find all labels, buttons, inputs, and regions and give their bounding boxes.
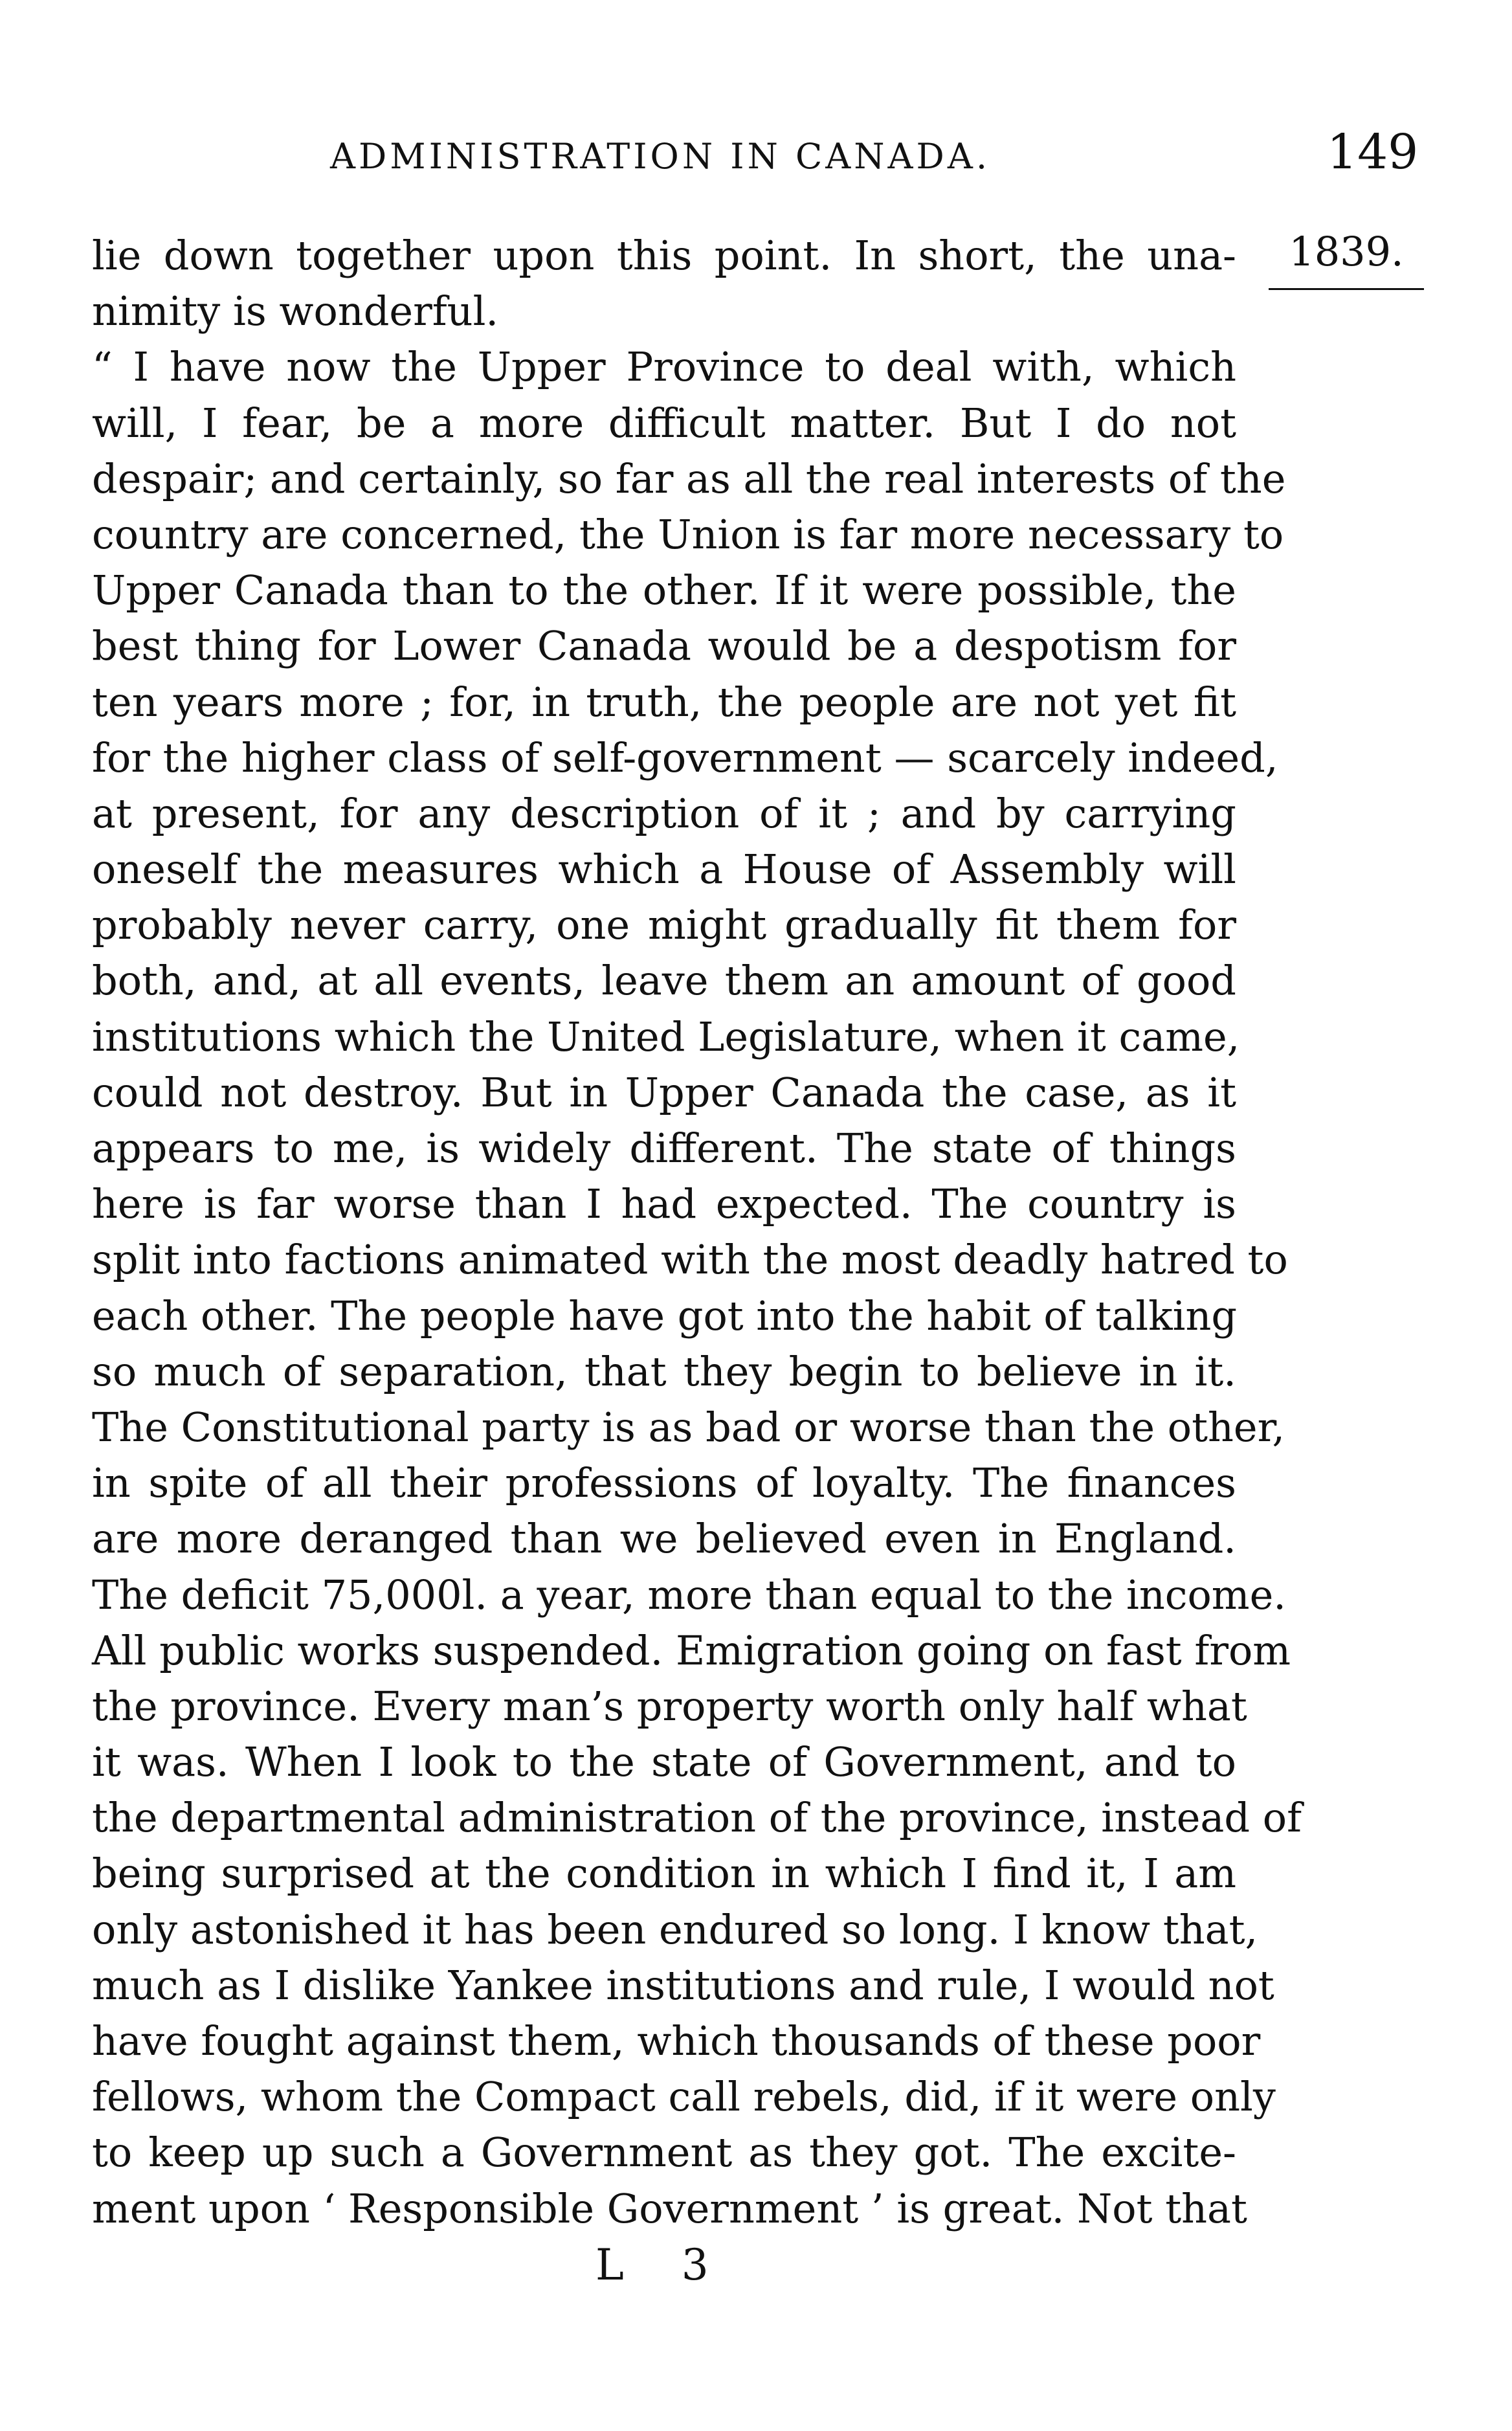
- text-line: country are concerned, the Union is far more necessary to: [92, 510, 1284, 558]
- text-line: in spite of all their professions of loyalty. The finances: [92, 1459, 1236, 1507]
- text-line: each other. The people have got into the habit of talking: [92, 1292, 1238, 1339]
- text-line: much as I dislike Yankee institutions and rule, I would not: [92, 1961, 1274, 2009]
- margin-year: 1839.: [1289, 228, 1404, 275]
- text-line: will, I fear, be a more difficult matter. But I do not: [92, 399, 1236, 447]
- margin-note: [1269, 228, 1424, 290]
- text-line: The Constitutional party is as bad or worse than the other,: [92, 1403, 1285, 1451]
- text-line: “ I have now the Upper Province to deal with, which: [92, 343, 1236, 391]
- text-line: oneself the measures which a House of Assembly will: [92, 846, 1236, 893]
- signature-mark: L 3: [595, 2240, 731, 2290]
- text-line: nimity is wonderful.: [92, 287, 499, 335]
- text-line: despair; and certainly, so far as all the real interests of the: [92, 454, 1286, 502]
- running-head: [0, 124, 1512, 189]
- text-line: institutions which the United Legislature, when it came,: [92, 1013, 1240, 1060]
- text-line: The deficit 75,000l. a year, more than equal to the income.: [92, 1571, 1286, 1619]
- text-line: at present, for any description of it ; and by carrying: [92, 789, 1236, 837]
- text-line: have fought against them, which thousands of these poor: [92, 2017, 1261, 2065]
- text-line: fellows, whom the Compact call rebels, did, if it were only: [92, 2073, 1276, 2121]
- text-line: lie down together upon this point. In short, the una-: [92, 232, 1236, 279]
- text-line: the departmental administration of the province, instead of: [92, 1794, 1302, 1842]
- page-number: 149: [1327, 124, 1419, 180]
- text-line: are more deranged than we believed even in England.: [92, 1515, 1236, 1563]
- text-line: split into factions animated with the most deadly hatred to: [92, 1236, 1288, 1284]
- running-title: ADMINISTRATION IN CANADA.: [330, 136, 991, 177]
- text-line: being surprised at the condition in which I find it, I am: [92, 1850, 1236, 1898]
- text-line: best thing for Lower Canada would be a despotism for: [92, 622, 1236, 670]
- text-line: to keep up such a Government as they got. The excite-: [92, 2129, 1236, 2177]
- text-line: here is far worse than I had expected. The country is: [92, 1180, 1236, 1228]
- text-line: for the higher class of self-government — scarcely indeed,: [92, 734, 1278, 781]
- margin-rule: [1269, 288, 1424, 290]
- text-line: it was. When I look to the state of Government, and to: [92, 1738, 1236, 1786]
- text-line: Upper Canada than to the other. If it were possible, the: [92, 566, 1236, 614]
- text-line: only astonished it has been endured so long. I know that,: [92, 1905, 1258, 1953]
- body-text: [92, 228, 1302, 2237]
- text-line: probably never carry, one might gradually fit them for: [92, 901, 1236, 949]
- text-line: appears to me, is widely different. The state of things: [92, 1125, 1236, 1172]
- text-line: ten years more ; for, in truth, the people are not yet fit: [92, 678, 1236, 726]
- text-line: the province. Every man’s property worth only half what: [92, 1682, 1247, 1730]
- text-line: ment upon ‘ Responsible Government ’ is great. Not that: [92, 2184, 1247, 2232]
- text-line: could not destroy. But in Upper Canada the case, as it: [92, 1068, 1236, 1116]
- text-line: All public works suspended. Emigration going on fast from: [92, 1626, 1291, 1674]
- text-line: so much of separation, that they begin to believe in it.: [92, 1347, 1236, 1395]
- text-line: both, and, at all events, leave them an amount of good: [92, 957, 1236, 1005]
